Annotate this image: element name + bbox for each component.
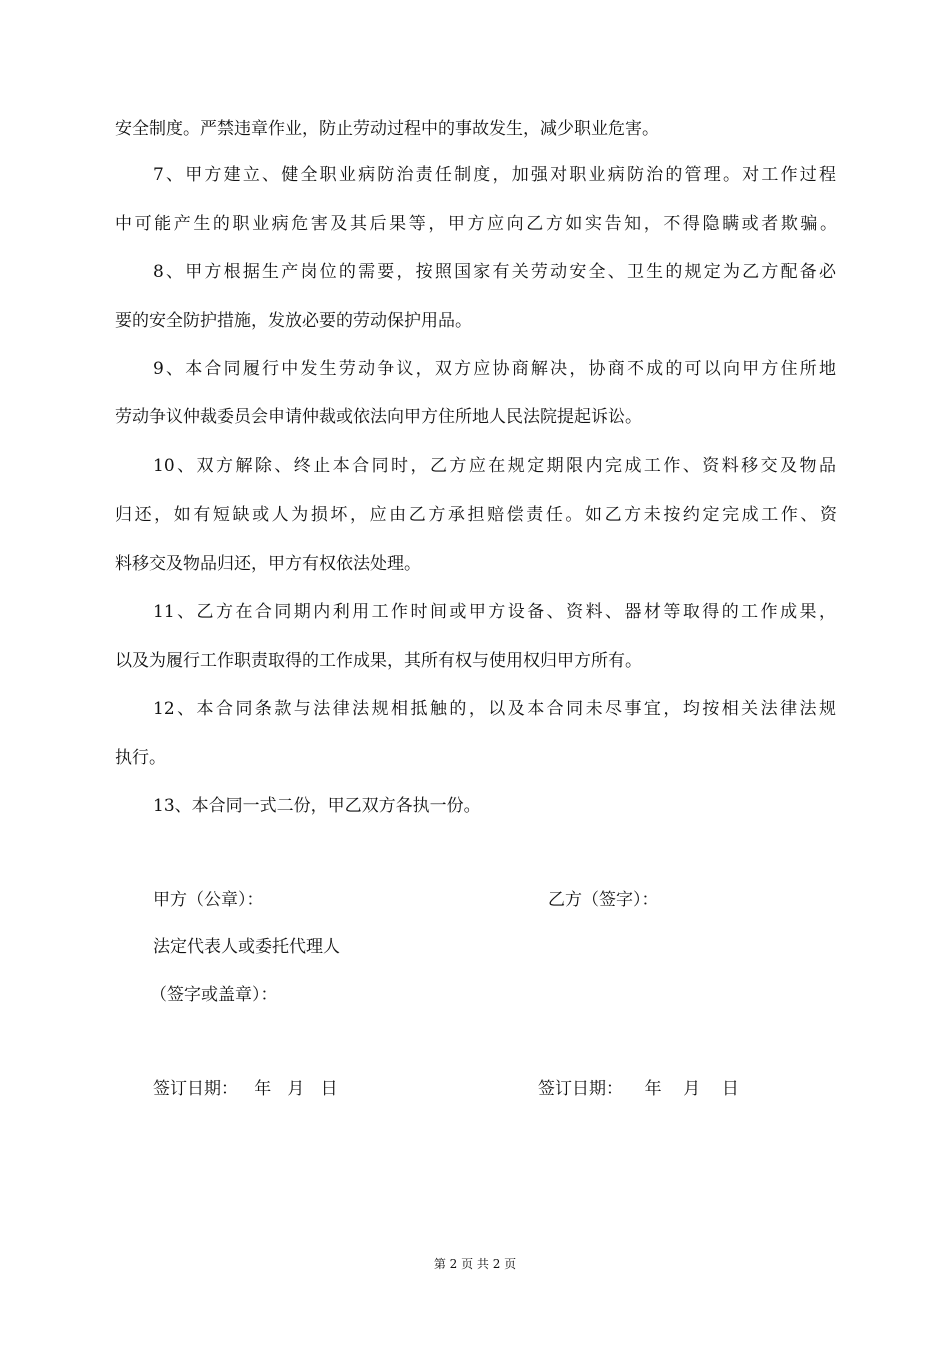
party-b-sign-label: 乙方（签字）： bbox=[548, 890, 659, 910]
clause-12-line-2: 执行。 bbox=[115, 748, 166, 768]
clause-11-line-1: 11、乙方在合同期内利用工作时间或甲方设备、资料、器材等取得的工作成果， bbox=[153, 602, 836, 622]
party-a-sign-date: 签订日期： 年 月 日 bbox=[153, 1079, 338, 1099]
clause-12-line-1: 12、本合同条款与法律法规相抵触的，以及本合同未尽事宜，均按相关法律法规 bbox=[153, 699, 836, 719]
clause-8-line-2: 要的安全防护措施，发放必要的劳动保护用品。 bbox=[115, 311, 472, 331]
clause-9-line-1: 9、本合同履行中发生劳动争议，双方应协商解决，协商不成的可以向甲方住所地 bbox=[153, 359, 836, 379]
party-a-seal-label: 甲方（公章）： bbox=[153, 890, 264, 910]
clause-8-line-1: 8、甲方根据生产岗位的需要，按照国家有关劳动安全、卫生的规定为乙方配备必 bbox=[153, 262, 836, 282]
page-number-footer: 第 2 页 共 2 页 bbox=[433, 1257, 517, 1271]
clause-9-line-2: 劳动争议仲裁委员会申请仲裁或依法向甲方住所地人民法院提起诉讼。 bbox=[115, 407, 642, 427]
clause-10-line-3: 料移交及物品归还，甲方有权依法处理。 bbox=[115, 554, 421, 574]
party-b-sign-date: 签订日期： 年 月 日 bbox=[538, 1079, 739, 1099]
clause-10-line-1: 10、双方解除、终止本合同时，乙方应在规定期限内完成工作、资料移交及物品 bbox=[153, 456, 836, 476]
sign-or-seal-label: （签字或盖章）： bbox=[150, 985, 278, 1005]
clause-11-line-2: 以及为履行工作职责取得的工作成果，其所有权与使用权归甲方所有。 bbox=[115, 651, 642, 671]
paragraph-6-line-2: 安全制度。严禁违章作业，防止劳动过程中的事故发生，减少职业危害。 bbox=[115, 119, 659, 139]
clause-10-line-2: 归还，如有短缺或人为损坏，应由乙方承担赔偿责任。如乙方未按约定完成工作、资 bbox=[115, 505, 837, 525]
representative-label: 法定代表人或委托代理人 bbox=[153, 937, 340, 957]
clause-13-line-1: 13、本合同一式二份，甲乙双方各执一份。 bbox=[153, 796, 481, 816]
clause-7-line-2: 中可能产生的职业病危害及其后果等，甲方应向乙方如实告知，不得隐瞒或者欺骗。 bbox=[115, 214, 837, 234]
clause-7-line-1: 7、甲方建立、健全职业病防治责任制度，加强对职业病防治的管理。对工作过程 bbox=[153, 165, 836, 185]
